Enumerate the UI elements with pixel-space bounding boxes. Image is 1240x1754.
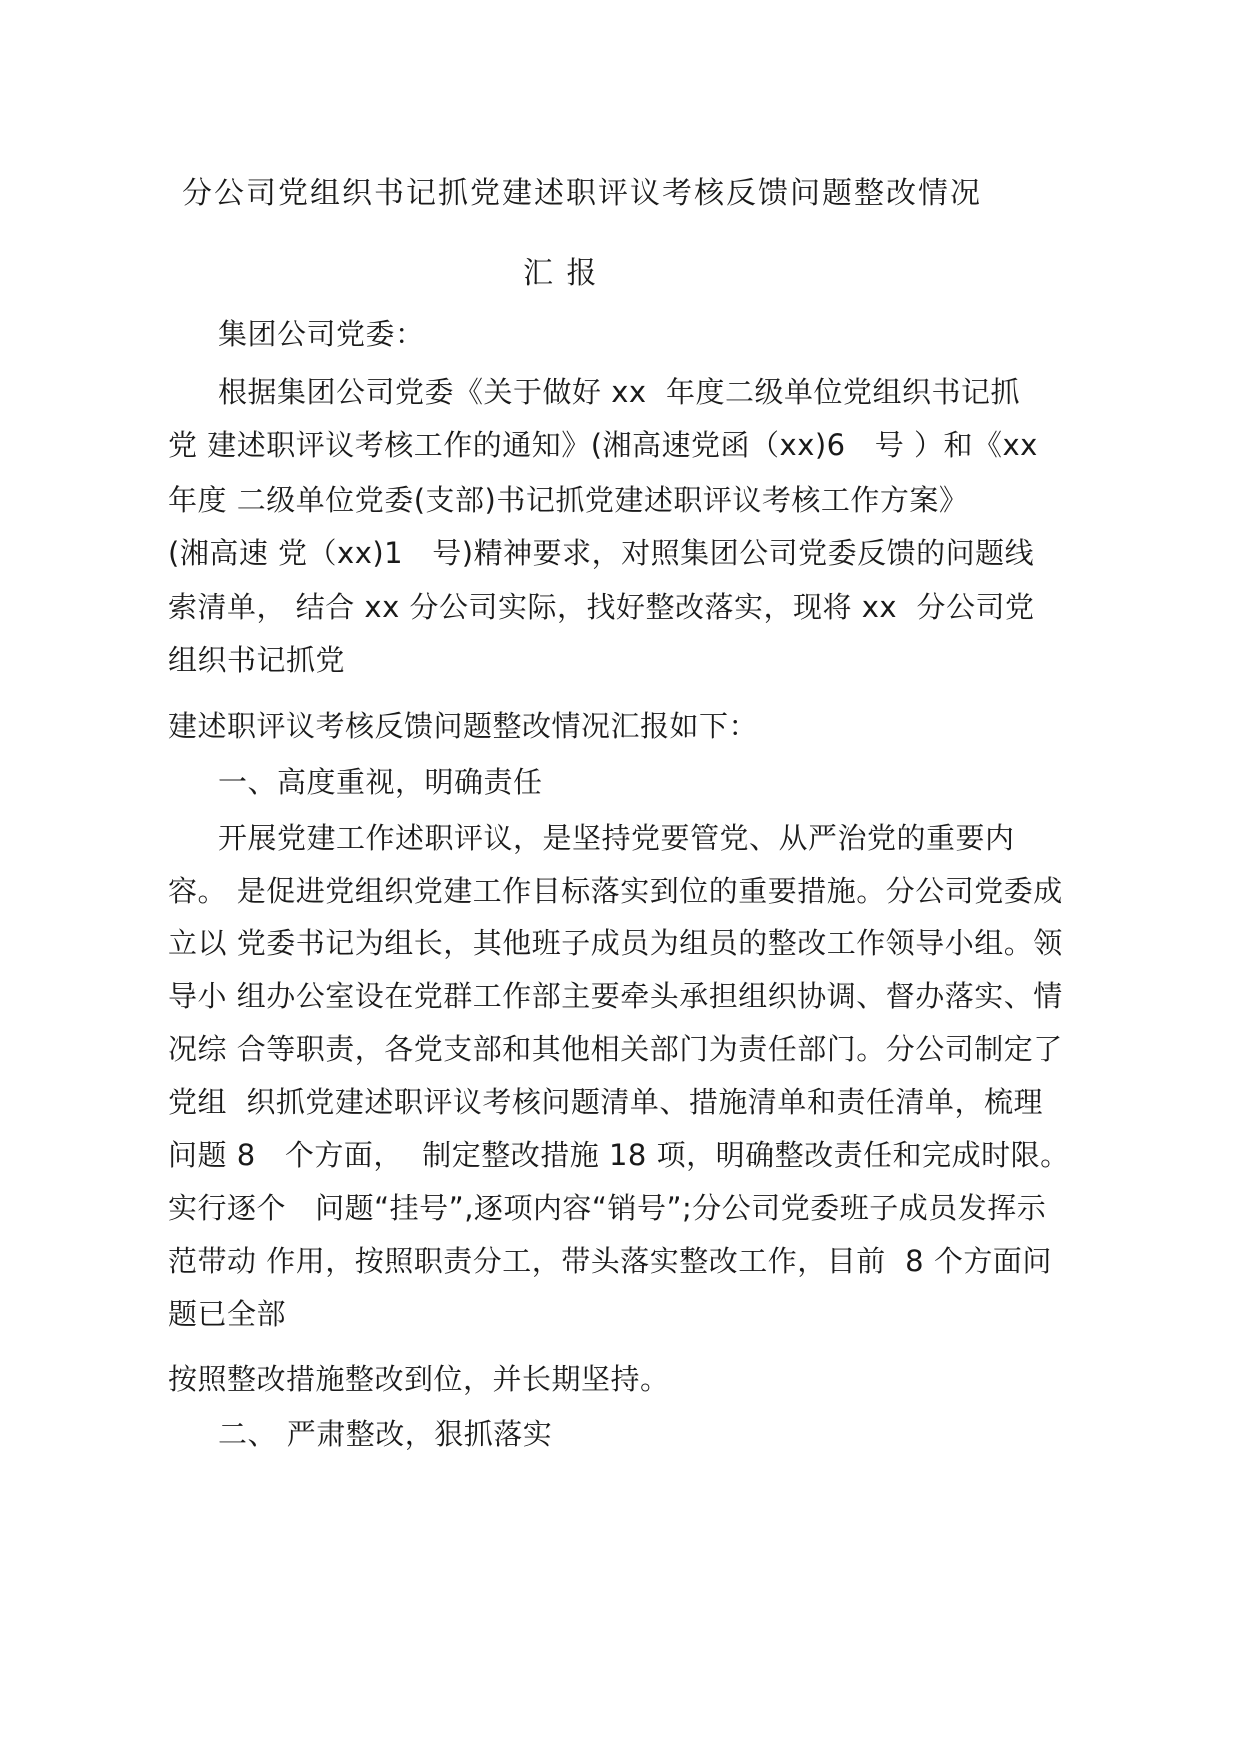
paragraph-2-line-4: 导小 组办公室设在党群工作部主要牵头承担组织协调、督办落实、情 <box>168 979 1063 1013</box>
paragraph-2-line-7: 问题 8 个方面， 制定整改措施 18 项，明确整改责任和完成时限。 <box>168 1138 1070 1172</box>
paragraph-2-line-2: 容。 是促进党组织党建工作目标落实到位的重要措施。分公司党委成 <box>168 874 1063 908</box>
paragraph-2-line-6: 党组 织抓党建述职评议考核问题清单、措施清单和责任清单，梳理 <box>168 1085 1043 1119</box>
paragraph-1-line-6: 组织书记抓党 <box>168 643 346 677</box>
document-title-line-2: 汇 报 <box>523 256 599 291</box>
salutation: 集团公司党委： <box>218 317 425 351</box>
paragraph-2-continuation: 按照整改措施整改到位，并长期坚持。 <box>168 1362 670 1396</box>
section-1-heading: 一、高度重视，明确责任 <box>218 765 543 799</box>
document-title-line-1: 分公司党组织书记抓党建述职评议考核反馈问题整改情况 <box>182 176 982 211</box>
paragraph-1-line-1: 根据集团公司党委《关于做好 xx 年度二级单位党组织书记抓 <box>218 375 1020 409</box>
paragraph-2-line-1: 开展党建工作述职评议，是坚持党要管党、从严治党的重要内 <box>218 821 1015 855</box>
paragraph-2-line-8: 实行逐个 问题“挂号”,逐项内容“销号”;分公司党委班子成员发挥示 <box>168 1191 1047 1225</box>
paragraph-2-line-9: 范带动 作用，按照职责分工，带头落实整改工作，目前 8 个方面问 <box>168 1244 1052 1278</box>
paragraph-2-line-10: 题已全部 <box>168 1297 287 1331</box>
section-2-heading: 二、 严肃整改，狠抓落实 <box>218 1417 553 1451</box>
paragraph-1-continuation: 建述职评议考核反馈问题整改情况汇报如下： <box>168 709 759 743</box>
paragraph-1-line-4: (湘高速 党（xx)1 号)精神要求，对照集团公司党委反馈的问题线 <box>168 536 1035 570</box>
paragraph-1-line-5: 索清单， 结合 xx 分公司实际，找好整改落实，现将 xx 分公司党 <box>168 590 1035 624</box>
paragraph-1-line-3: 年度 二级单位党委(支部)书记抓党建述职评议考核工作方案》 <box>168 483 969 517</box>
paragraph-2-line-5: 况综 合等职责，各党支部和其他相关部门为责任部门。分公司制定了 <box>168 1032 1063 1066</box>
paragraph-1-line-2: 党 建述职评议考核工作的通知》(湘高速党函（xx)6 号 ）和《xx <box>168 428 1038 462</box>
paragraph-2-line-3: 立以 党委书记为组长，其他班子成员为组员的整改工作领导小组。领 <box>168 926 1063 960</box>
